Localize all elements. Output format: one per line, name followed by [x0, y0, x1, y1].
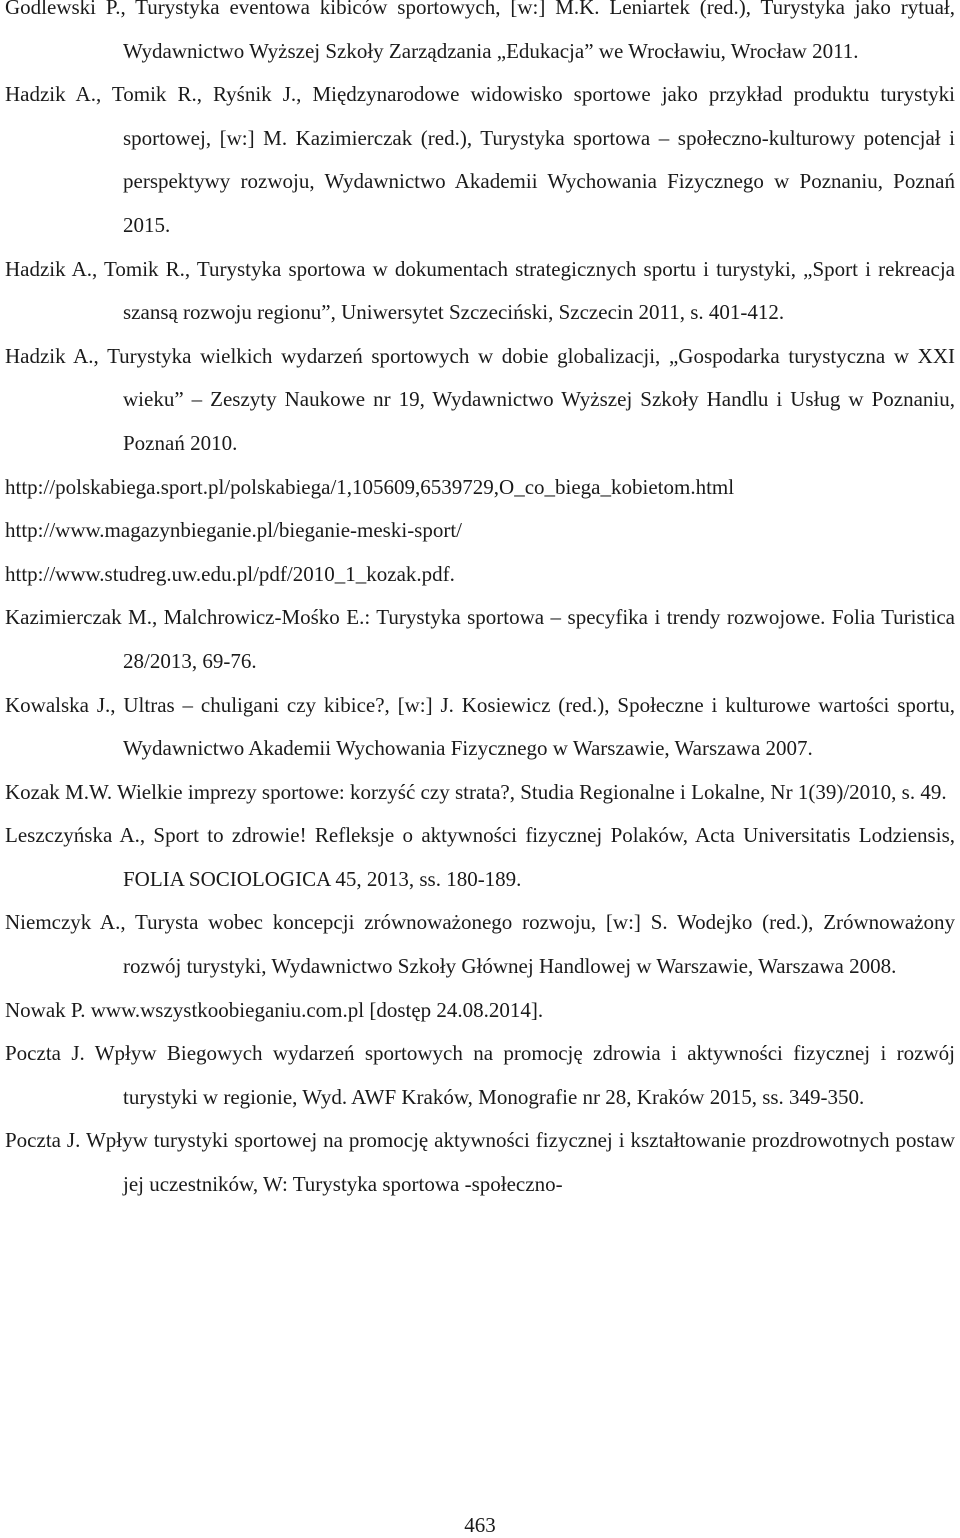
reference-entry: Hadzik A., Turystyka wielkich wydarzeń sportowych w dobie globalizacji, „Gospodarka turystyczna w XXI wieku” – Zeszyty Naukowe nr 19, Wydawnictwo Wyższej Szkoły Handlu i Usług w Poznaniu, Poznań 2010. — [5, 343, 955, 455]
bibliography-list — [5, 0, 955, 1207]
reference-url[interactable]: http://polskabiega.sport.pl/polskabiega/1,105609,6539729,O_co_biega_kobietom.html — [5, 474, 735, 499]
reference-url[interactable]: http://www.magazynbieganie.pl/bieganie-meski-sport/ — [5, 518, 463, 543]
reference-url[interactable]: http://www.studreg.uw.edu.pl/pdf/2010_1_kozak.pdf. — [5, 561, 455, 586]
reference-entry: Hadzik A., Tomik R., Turystyka sportowa w dokumentach strategicznych sportu i turystyki, „Sport i rekreacja szansą rozwoju regionu”, Uniwersytet Szczeciński, Szczecin 2011, s. 401-412. — [5, 256, 955, 325]
reference-entry: Leszczyńska A., Sport to zdrowie! Refleksje o aktywności fizycznej Polaków, Acta Universitatis Lodziensis, FOLIA SOCIOLOGICA 45, 2013, ss. 180-189. — [5, 823, 955, 891]
reference-entry: Godlewski P., Turystyka eventowa kibiców sportowych, [w:] M.K. Leniartek (red.), Turystyka jako rytuał, Wydawnictwo Wyższej Szkoły Zarządzania „Edukacja” we Wrocławiu, Wrocław 2011. — [5, 0, 955, 63]
reference-entry: Poczta J. Wpływ turystyki sportowej na promocję aktywności fizycznej i kształtowanie prozdrowotnych postaw jej uczestników, W: Turystyka sportowa -społeczno- — [5, 1128, 955, 1197]
reference-entry: Kazimierczak M., Malchrowicz-Mośko E.: Turystyka sportowa – specyfika i trendy rozwojowe. Folia Turistica 28/2013, 69-76. — [5, 605, 955, 673]
reference-entry: Niemczyk A., Turysta wobec koncepcji zrównoważonego rozwoju, [w:] S. Wodejko (red.), Zrównoważony rozwój turystyki, Wydawnictwo Szkoły Głównej Handlowej w Warszawie, Warszawa 2008. — [5, 910, 955, 979]
page-number: 463 — [464, 1513, 496, 1537]
reference-entry: Nowak P. www.wszystkoobieganiu.com.pl [dostęp 24.08.2014]. — [5, 997, 544, 1022]
reference-entry: Kowalska J., Ultras – chuligani czy kibice?, [w:] J. Kosiewicz (red.), Społeczne i kulturowe wartości sportu, Wydawnictwo Akademii Wychowania Fizycznego w Warszawie, Warszawa 2007. — [5, 692, 955, 761]
reference-entry: Poczta J. Wpływ Biegowych wydarzeń sportowych na promocję zdrowia i aktywności fizycznej i rozwój turystyki w regionie, Wyd. AWF Kraków, Monografie nr 28, Kraków 2015, ss. 349-350. — [5, 1041, 955, 1109]
reference-entry: Hadzik A., Tomik R., Ryśnik J., Międzynarodowe widowisko sportowe jako przykład produktu turystyki sportowej, [w:] M. Kazimierczak (red.), Turystyka sportowa – społeczno-kulturowy potencjał i perspektywy rozwoju, Wydawnictwo Akademii Wychowania Fizycznego w Poznaniu, Poznań 2015. — [5, 82, 955, 237]
reference-entry: Kozak M.W. Wielkie imprezy sportowe: korzyść czy strata?, Studia Regionalne i Lokalne, Nr 1(39)/2010, s. 49. — [5, 779, 947, 804]
